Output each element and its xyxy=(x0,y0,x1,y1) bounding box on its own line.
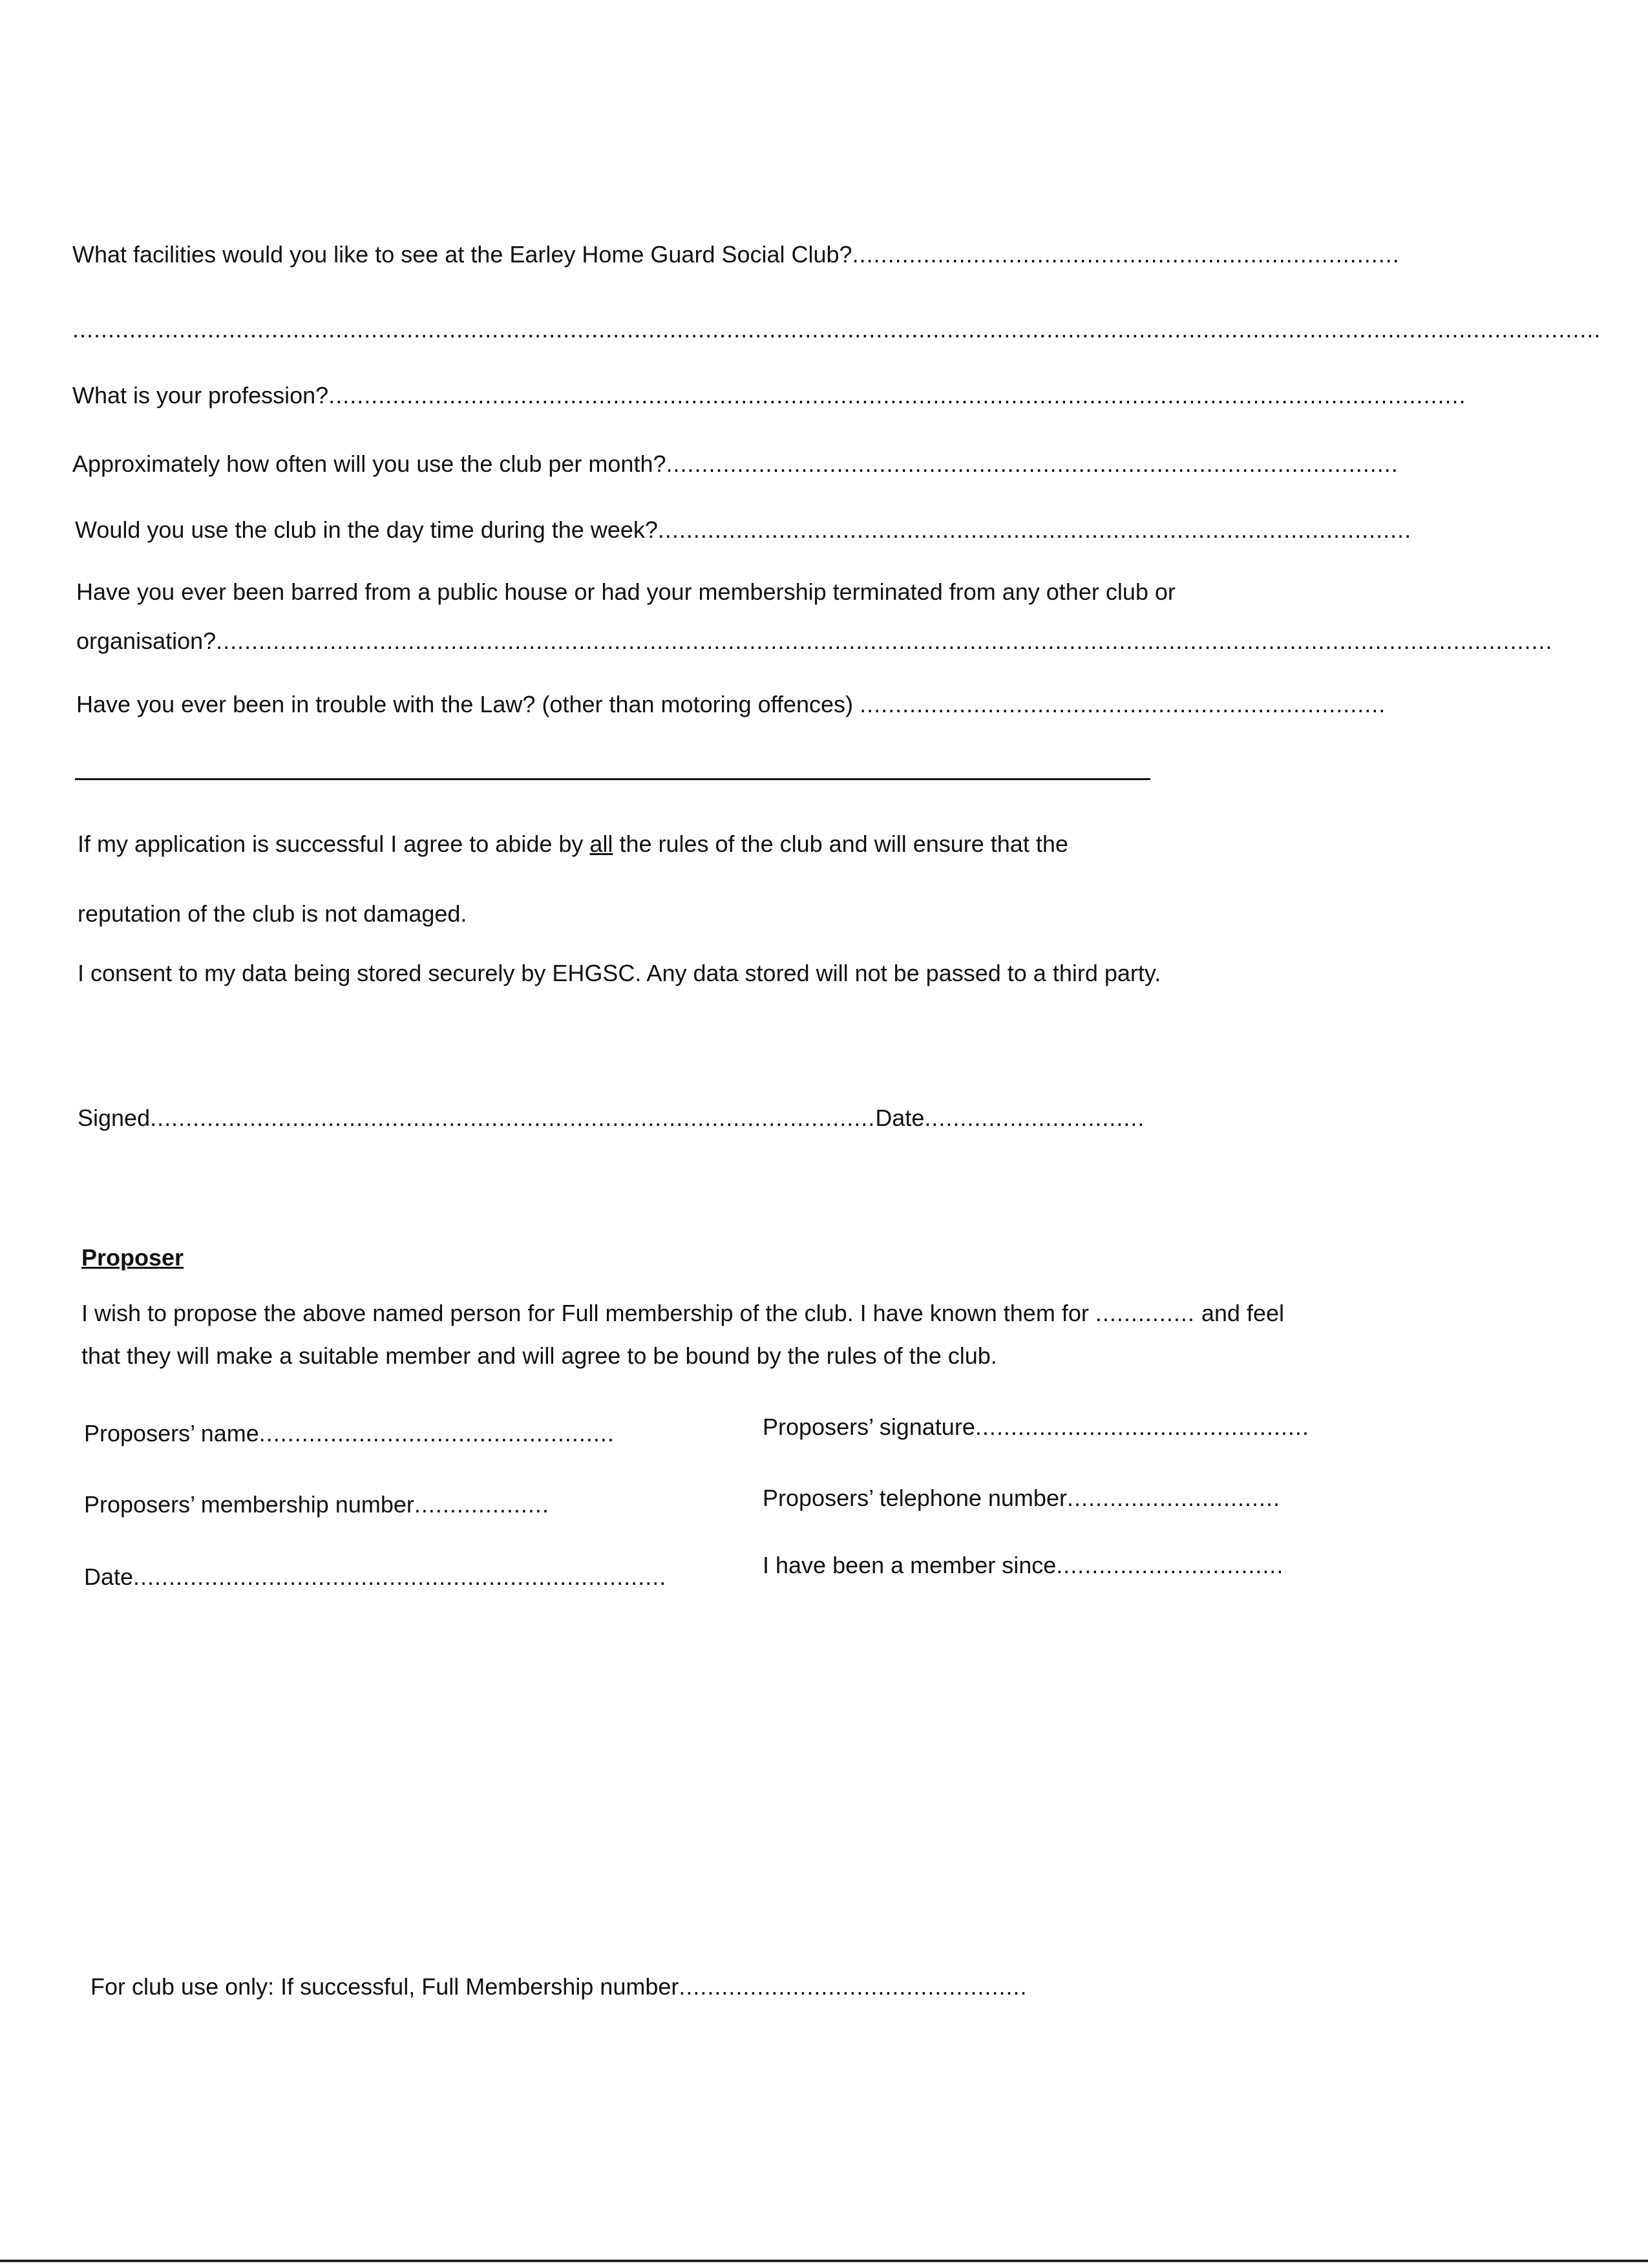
barred-question-line1: Have you ever been barred from a public house or had your membership terminated from any other club or xyxy=(76,578,1176,605)
club-use-label: For club use only: If successful, Full Membership number xyxy=(90,1973,679,2000)
agreement-line2: reputation of the club is not damaged. xyxy=(78,900,467,927)
proposer-date-row xyxy=(84,1563,666,1591)
signature-row xyxy=(78,1104,1145,1132)
proposer-statement-line2: that they will make a suitable member and will agree to be bound by the rules of the club. xyxy=(81,1342,997,1369)
proposer-name-field[interactable]: .................................................. xyxy=(259,1420,615,1447)
agreement-emphasis-all: all xyxy=(589,831,613,857)
daytime-question xyxy=(75,516,1411,544)
barred-question-label: organisation? xyxy=(76,628,217,654)
proposer-statement-end: and feel xyxy=(1201,1300,1284,1326)
club-use-row xyxy=(90,1973,1027,2001)
page-bottom-edge xyxy=(0,2260,1648,2262)
known-duration-field[interactable]: .............. xyxy=(1095,1300,1195,1326)
facilities-question xyxy=(72,240,1400,269)
facilities-answer-field[interactable]: ............................................................................. xyxy=(852,241,1400,268)
proposer-signature-field[interactable]: ............................................... xyxy=(975,1414,1309,1440)
agreement-line1 xyxy=(78,830,1068,858)
proposer-statement-line1 xyxy=(81,1299,1284,1328)
signature-date-label: Date xyxy=(875,1105,925,1131)
law-question-label: Have you ever been in trouble with the Law? (other than motoring offences) xyxy=(76,691,854,717)
proposer-membership-number-row xyxy=(84,1490,549,1519)
proposer-heading: Proposer xyxy=(81,1244,184,1271)
data-consent-statement: I consent to my data being stored securely by EHGSC. Any data stored will not be passed to a third party. xyxy=(78,960,1161,986)
frequency-answer-field[interactable]: ....................................................................................................... xyxy=(666,450,1399,477)
proposer-name-row xyxy=(84,1419,615,1448)
proposer-telephone-field[interactable]: .............................. xyxy=(1066,1485,1281,1511)
profession-question-label: What is your profession? xyxy=(72,382,329,408)
barred-answer-field[interactable]: ............................................................................................................................................................................................ xyxy=(216,628,1553,654)
frequency-question xyxy=(72,450,1399,478)
member-since-field[interactable]: ................................ xyxy=(1056,1552,1284,1578)
daytime-answer-field[interactable]: .......................................................................................................... xyxy=(657,516,1412,543)
frequency-question-label: Approximately how often will you use the club per month? xyxy=(72,450,666,477)
facilities-answer-continuation[interactable]: ....................................................................................................................................................................................................................... xyxy=(72,316,1601,343)
signature-date-field[interactable]: ............................... xyxy=(924,1105,1145,1131)
proposer-telephone-row xyxy=(763,1484,1280,1512)
proposer-membership-number-label: Proposers’ membership number xyxy=(84,1491,414,1518)
agreement-line1-start: If my application is successful I agree to abide by xyxy=(78,831,590,857)
proposer-telephone-label: Proposers’ telephone number xyxy=(763,1485,1067,1511)
daytime-question-label: Would you use the club in the day time during the week? xyxy=(75,516,658,543)
barred-question-line2 xyxy=(76,627,1553,655)
facilities-question-label: What facilities would you like to see at the Earley Home Guard Social Club? xyxy=(72,241,852,268)
proposer-signature-label: Proposers’ signature xyxy=(763,1414,975,1440)
full-membership-number-field[interactable]: ................................................. xyxy=(679,1973,1028,2000)
signed-label: Signed xyxy=(78,1105,151,1131)
agreement-line1-end: the rules of the club and will ensure that the xyxy=(613,831,1068,857)
proposer-membership-number-field[interactable]: ................... xyxy=(414,1491,549,1518)
proposer-name-label: Proposers’ name xyxy=(84,1420,259,1447)
proposer-statement-start: I wish to propose the above named person for Full membership of the club. I have known them for xyxy=(81,1300,1089,1326)
signed-field[interactable]: ...................................................................................................... xyxy=(150,1105,876,1131)
profession-question xyxy=(72,381,1466,410)
member-since-row xyxy=(763,1551,1284,1580)
law-answer-line[interactable] xyxy=(75,778,1150,780)
member-since-label: I have been a member since xyxy=(763,1552,1057,1578)
proposer-date-label: Date xyxy=(84,1563,134,1590)
profession-answer-field[interactable]: ................................................................................................................................................................ xyxy=(328,382,1466,408)
law-question xyxy=(76,690,1386,719)
proposer-date-field[interactable]: ........................................................................... xyxy=(133,1563,667,1590)
law-answer-field[interactable]: .......................................................................... xyxy=(860,691,1386,717)
proposer-signature-row xyxy=(763,1413,1309,1441)
